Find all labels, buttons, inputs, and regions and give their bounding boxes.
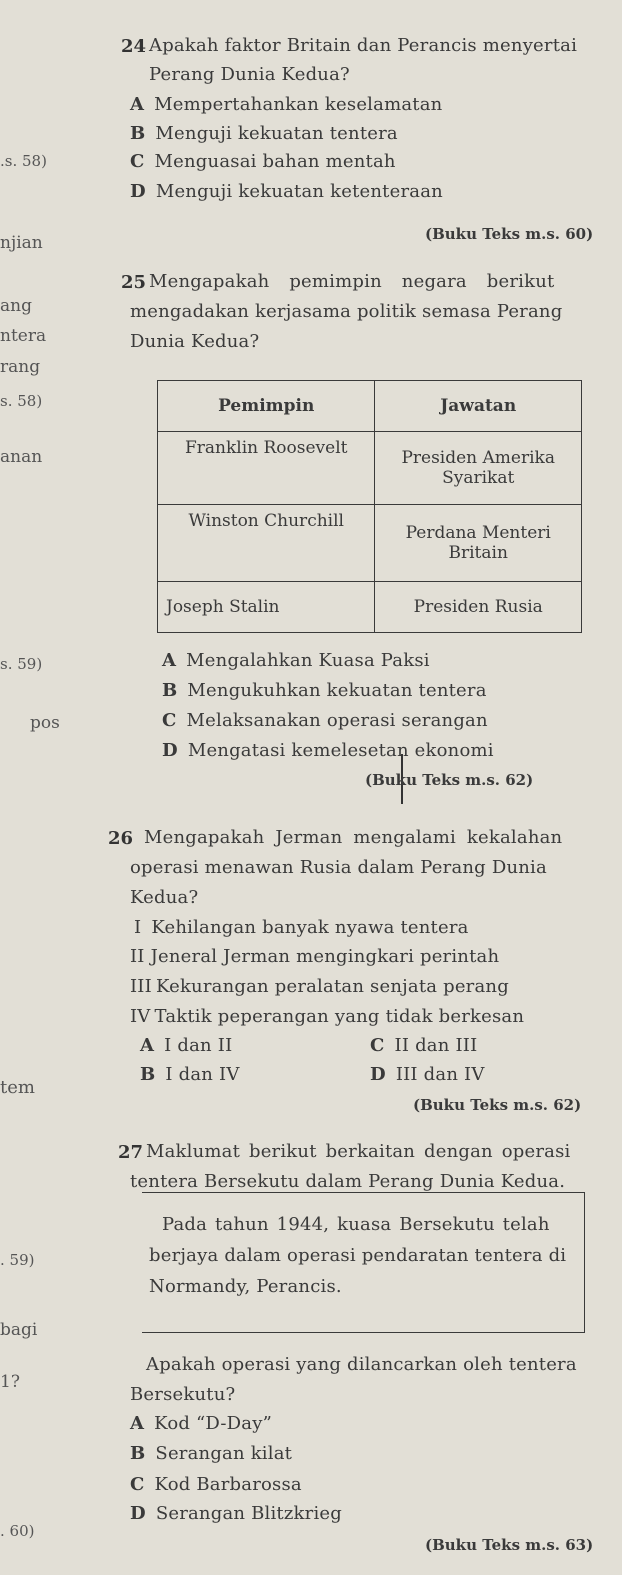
statement-item: III Kekurangan peralatan senjata perang — [130, 976, 509, 997]
option-a[interactable]: A Mengalahkan Kuasa Paksi — [162, 650, 430, 671]
table-row — [158, 505, 582, 582]
table-cell: Presiden Rusia — [375, 582, 582, 633]
question-number: 25 — [121, 272, 147, 293]
table-cell: Perdana Menteri Britain — [375, 505, 582, 582]
question-number: 24 — [121, 36, 147, 57]
question-number: 26 — [108, 828, 134, 849]
statement-item: I Kehilangan banyak nyawa tentera — [134, 917, 469, 938]
question-stem-line: Apakah faktor Britain dan Perancis menyertai — [149, 35, 578, 56]
question-stem-line: Dunia Kedua? — [130, 331, 260, 352]
question-stem-line: Kedua? — [130, 887, 199, 908]
table-cell: Joseph Stalin — [158, 582, 375, 633]
info-box-line: Normandy, Perancis. — [149, 1276, 342, 1297]
question-stem-line: Mengapakah Jerman mengalami kekalahan — [144, 827, 563, 848]
margin-fragment: tem — [0, 1077, 35, 1098]
table-header: Pemimpin — [158, 381, 375, 432]
margin-fragment: . 60) — [0, 1522, 35, 1540]
question-stem-line: Maklumat berikut berkaitan dengan operasi — [146, 1141, 571, 1162]
option-c[interactable]: C Menguasai bahan mentah — [130, 151, 396, 172]
question-number: 27 — [118, 1142, 144, 1163]
question-stem-line: mengadakan kerjasama politik semasa Perang — [130, 301, 563, 322]
option-b[interactable]: B Menguji kekuatan tentera — [130, 123, 398, 144]
margin-fragment: . 59) — [0, 1251, 35, 1269]
question-prompt-line: Bersekutu? — [130, 1384, 236, 1405]
margin-fragment: s. 58) — [0, 392, 43, 410]
question-stem-line: tentera Bersekutu dalam Perang Dunia Kedua. — [130, 1171, 566, 1192]
option-a[interactable]: A Mempertahankan keselamatan — [130, 94, 443, 115]
option-d[interactable]: D Serangan Blitzkrieg — [130, 1503, 342, 1524]
margin-fragment: njian — [0, 233, 43, 253]
table-header: Jawatan — [375, 381, 582, 432]
leader-table — [157, 380, 582, 633]
option-b[interactable]: B I dan IV — [140, 1064, 240, 1085]
question-stem-line: Perang Dunia Kedua? — [149, 64, 350, 85]
info-box-line: Pada tahun 1944, kuasa Bersekutu telah — [162, 1214, 550, 1235]
option-c[interactable]: C Kod Barbarossa — [130, 1474, 302, 1495]
option-a[interactable]: A Kod “D-Day” — [130, 1413, 273, 1434]
info-box-line: berjaya dalam operasi pendaratan tentera di — [149, 1245, 567, 1266]
statement-item: II Jeneral Jerman mengingkari perintah — [130, 946, 500, 967]
margin-fragment: anan — [0, 447, 43, 467]
option-b[interactable]: B Mengukuhkan kekuatan tentera — [162, 680, 487, 701]
textbook-reference: (Buku Teks m.s. 60) — [425, 225, 594, 243]
statement-item: IV Taktik peperangan yang tidak berkesan — [130, 1006, 525, 1027]
question-prompt-line: Apakah operasi yang dilancarkan oleh tentera — [146, 1354, 577, 1375]
textbook-reference: (Buku Teks m.s. 63) — [425, 1536, 594, 1554]
question-stem-line: Mengapakah pemimpin negara berikut — [149, 271, 555, 292]
margin-fragment: ntera — [0, 326, 47, 346]
option-b[interactable]: B Serangan kilat — [130, 1443, 293, 1464]
table-row — [158, 432, 582, 505]
margin-fragment: bagi — [0, 1320, 38, 1340]
question-stem-line: operasi menawan Rusia dalam Perang Dunia — [130, 857, 547, 878]
table-row — [158, 582, 582, 633]
textbook-reference: (Buku Teks m.s. 62) — [365, 771, 534, 789]
margin-fragment: 1? — [0, 1372, 20, 1392]
option-a[interactable]: A I dan II — [140, 1035, 233, 1056]
table-cell: Presiden Amerika Syarikat — [375, 432, 582, 505]
margin-fragment: .s. 58) — [0, 152, 47, 170]
option-d[interactable]: D Mengatasi kemelesetan ekonomi — [162, 740, 494, 761]
table-cell: Franklin Roosevelt — [158, 432, 375, 505]
textbook-reference: (Buku Teks m.s. 62) — [413, 1096, 582, 1114]
option-c[interactable]: C II dan III — [370, 1035, 478, 1056]
option-d[interactable]: D III dan IV — [370, 1064, 485, 1085]
info-box — [142, 1192, 585, 1333]
margin-fragment: pos — [30, 713, 60, 733]
margin-fragment: rang — [0, 357, 41, 377]
margin-fragment: s. 59) — [0, 655, 43, 673]
table-cell: Winston Churchill — [158, 505, 375, 582]
option-d[interactable]: D Menguji kekuatan ketenteraan — [130, 181, 443, 202]
margin-fragment: ang — [0, 296, 32, 316]
option-c[interactable]: C Melaksanakan operasi serangan — [162, 710, 488, 731]
